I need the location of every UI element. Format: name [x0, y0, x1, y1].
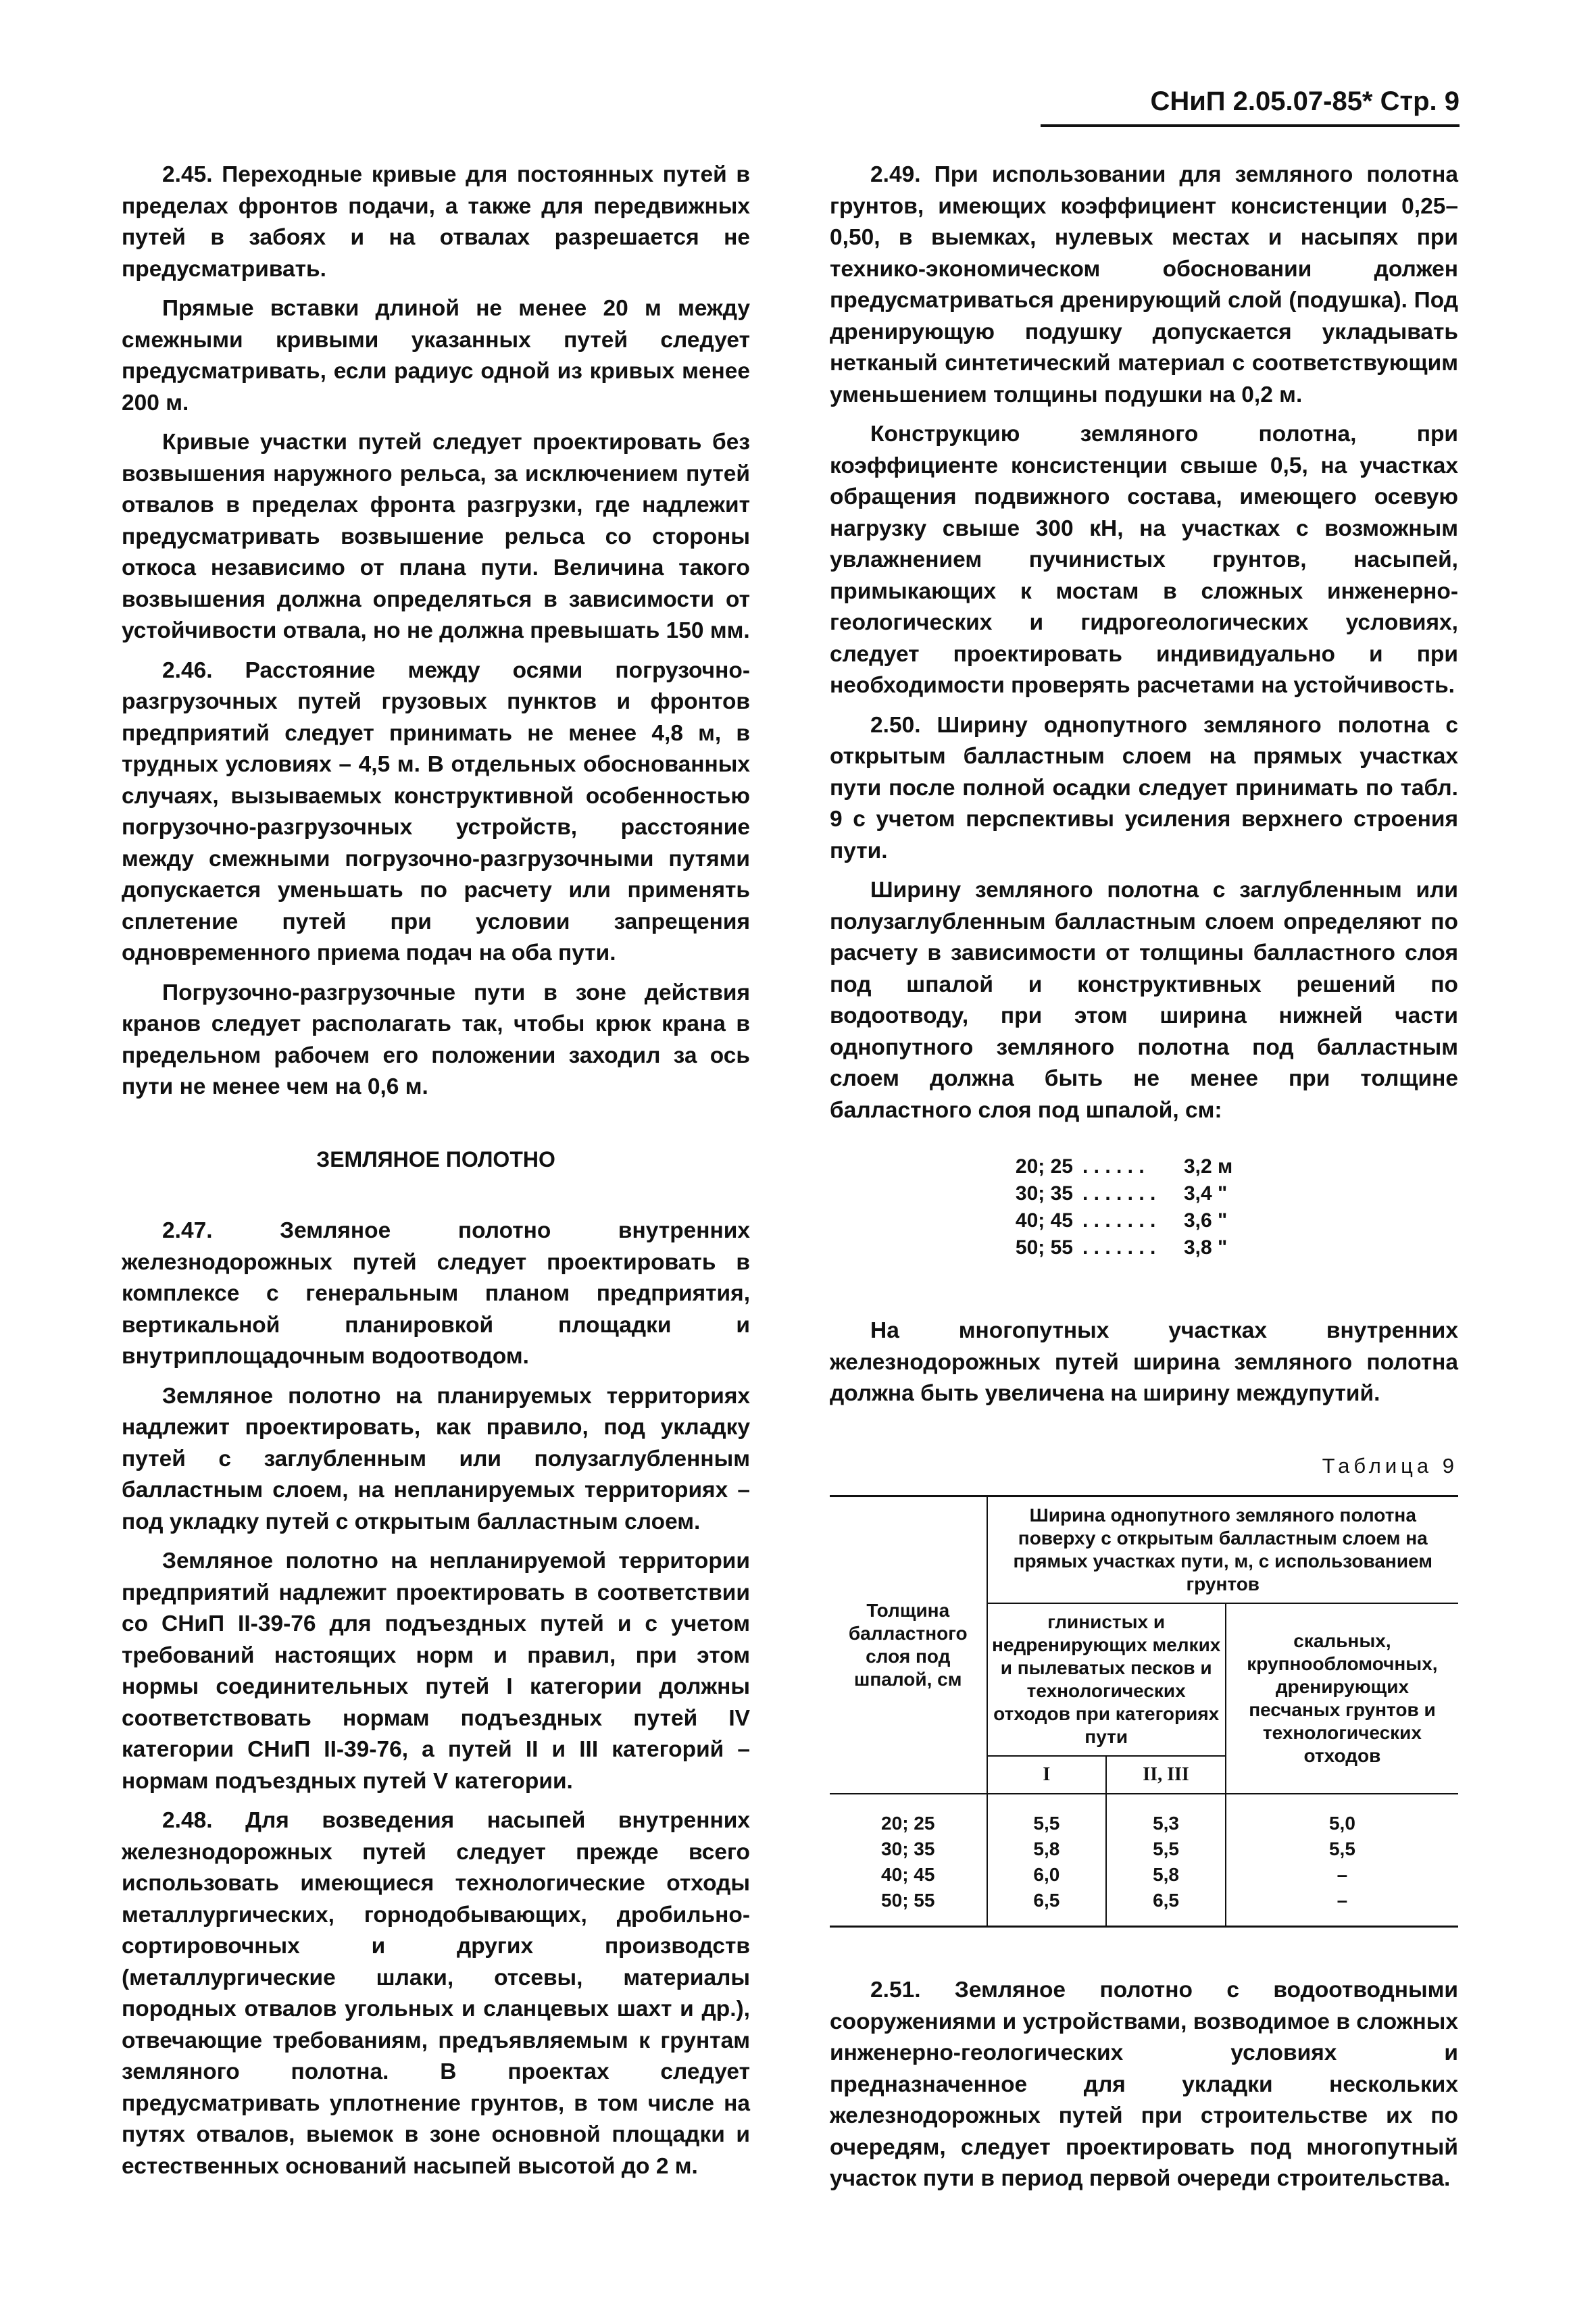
header-width: Ширина однопутного земляного полотна поверху с открытым балластным слоем на прямых участках пути, м, с использованием грунтов	[987, 1496, 1459, 1604]
list-dots: . . . . . . .	[1082, 1209, 1156, 1232]
table-row	[830, 1888, 1458, 1927]
cell-cat1: 5,8	[987, 1836, 1107, 1862]
cell-cat1: 6,5	[987, 1888, 1107, 1927]
page-header: СНиП 2.05.07-85* Стр. 9	[1150, 86, 1460, 116]
cell-thickness: 30; 35	[830, 1836, 987, 1862]
list-item	[999, 1234, 1458, 1261]
para-curved-sections: Кривые участки путей следует проектировать без возвышения наружного рельса, за исключением путей отвалов в пределах фронта разгрузки, где надлежит предусматривать возвышение рельса со стороны откоса независимо от плана пути. Величина такого возвышения должна определяться в зависимости от устойчивости отвала, но не должна превышать 150 мм.	[122, 430, 750, 643]
cell-cat1: 6,0	[987, 1862, 1107, 1888]
para-multitrack: На многопутных участках внутренних железнодорожных путей ширина земляного полотна должна быть увеличена на ширину междупутий.	[830, 1318, 1458, 1406]
para-2-47: 2.47. Земляное полотно внутренних железнодорожных путей следует проектировать в комплексе с генеральным планом предприятия, вертикальной планировкой площадки и внутриплощадочным водоотводом.	[122, 1218, 750, 1369]
left-column	[122, 159, 750, 2190]
right-column	[830, 159, 1458, 2203]
list-key: 20; 25	[1015, 1155, 1073, 1178]
cell-cat23: 5,5	[1106, 1836, 1226, 1862]
list-dots: . . . . . .	[1082, 1155, 1145, 1178]
list-value: 3,8 "	[1184, 1236, 1228, 1259]
para-straight-inserts: Прямые вставки длиной не менее 20 м между смежными кривыми указанных путей следует предусматривать, если радиус одной из кривых менее 200 м.	[122, 296, 750, 416]
list-value: 3,4 "	[1184, 1182, 1228, 1205]
list-dots: . . . . . . .	[1082, 1236, 1156, 1259]
table-row	[830, 1862, 1458, 1888]
para-2-45: 2.45. Переходные кривые для постоянных путей в пределах фронтов подачи, а также для передвижных путей в забоях и на отвалах разрешается не предусматривать.	[122, 162, 750, 282]
para-buried-ballast: Ширину земляного полотна с заглубленным или полузаглубленным балластным слоем определяют по расчету в зависимости от толщины балластного слоя под шпалой и конструктивных решений по водоотводу, при этом ширина нижней части однопутного земляного полотна под балластным слоем должна быть не менее при толщине балластного слоя под шпалой, см:	[830, 878, 1458, 1123]
para-2-50: 2.50. Ширину однопутного земляного полотна с открытым балластным слоем на прямых участках пути после полной осадки следует принимать по табл. 9 с учетом перспективы усиления верхнего строения пути.	[830, 712, 1458, 863]
list-item	[999, 1207, 1458, 1234]
section-title: ЗЕМЛЯНОЕ ПОЛОТНО	[316, 1147, 555, 1172]
cell-thickness: 50; 55	[830, 1888, 987, 1927]
cell-thickness: 20; 25	[830, 1794, 987, 1836]
table-9	[830, 1495, 1458, 1928]
list-value: 3,6 "	[1184, 1209, 1228, 1232]
list-item	[999, 1180, 1458, 1207]
cell-rock: –	[1226, 1862, 1458, 1888]
list-key: 50; 55	[1015, 1236, 1073, 1259]
header-rule	[1041, 124, 1460, 127]
list-item	[999, 1153, 1458, 1180]
header-rock-soils: скальных, крупнообломочных, дренирующих песчаных грунтов и технологических отходов	[1226, 1603, 1458, 1794]
cell-cat23: 5,8	[1106, 1862, 1226, 1888]
para-2-49: 2.49. При использовании для земляного полотна грунтов, имеющих коэффициент консистенции 0,25–0,50, в выемках, нулевых местах и насыпях при технико-экономическом обосновании должен предусматриваться дренирующий слой (подушка). Под дренирующую подушку допускается укладывать нетканый синтетический материал с соответствующим уменьшением толщины подушки на 0,2 м.	[830, 162, 1458, 407]
para-2-46: 2.46. Расстояние между осями погрузочно-разгрузочных путей грузовых пунктов и фронтов предприятий следует принимать не менее 4,8 м, в трудных условиях – 4,5 м. В отдельных обоснованных случаях, вызываемых конструктивной особенностью погрузочно-разгрузочных устройств, расстояние между смежными погрузочно-разгрузочными путями допускается уменьшать по расчету или применять сплетение путей при условии запрещения одновременного приема подач на оба пути.	[122, 657, 750, 965]
cell-thickness: 40; 45	[830, 1862, 987, 1888]
table-row	[830, 1836, 1458, 1862]
para-unplanned-territory: Земляное полотно на непланируемой территории предприятий надлежит проектировать в соответствии со СНиП II-39-76 для подъездных путей и с учетом требований настоящих норм и правил, при этом нормы соединительных путей I категории должны соответствовать нормам подъездных путей IV категории СНиП II-39-76, а путей II и III категорий – нормам подъездных путей V категории.	[122, 1549, 750, 1794]
cell-cat1: 5,5	[987, 1794, 1107, 1836]
header-thickness: Толщина балластного слоя под шпалой, см	[830, 1496, 987, 1794]
table-caption: Таблица 9	[1322, 1453, 1458, 1478]
para-2-51: 2.51. Земляное полотно с водоотводными сооружениями и устройствами, возводимое в сложных инженерно-геологических условиях и предназначенное для укладки нескольких железнодорожных путей при строительстве их по очередям, следует проектировать под многопутный участок пути в период первой очереди строительства.	[830, 1978, 1458, 2191]
cell-rock: 5,5	[1226, 1836, 1458, 1862]
list-dots: . . . . . . .	[1082, 1182, 1156, 1205]
list-key: 30; 35	[1015, 1182, 1073, 1205]
para-2-48: 2.48. Для возведения насыпей внутренних железнодорожных путей следует прежде всего использовать имеющиеся технологические отходы металлургических, горнодобывающих, дробильно-сортировочных и других производств (металлургические шлаки, отсевы, материалы породных отвалов угольных и сланцевых шахт и др.), отвечающие требованиям, предъявляемым к грунтам земляного полотна. В проектах следует предусматривать уплотнение грунтов, в том числе на путях отвалов, выемок в зоне основной площадки и естественных оснований насыпей высотой до 2 м.	[122, 1808, 750, 2179]
para-planned-territories: Земляное полотно на планируемых территориях надлежит проектировать, как правило, под укладку путей с заглубленным или полузаглубленным балластным слоем, на непланируемых территориях – под укладку путей с открытым балластным слоем.	[122, 1383, 750, 1534]
header-category-1: I	[987, 1756, 1107, 1794]
header-category-2-3: II, III	[1106, 1756, 1226, 1794]
para-crane-tracks: Погрузочно-разгрузочные пути в зоне действия кранов следует располагать так, чтобы крюк крана в предельном рабочем его положении заходил за ось пути не менее чем на 0,6 м.	[122, 980, 750, 1099]
cell-rock: –	[1226, 1888, 1458, 1927]
list-key: 40; 45	[1015, 1209, 1073, 1232]
cell-cat23: 6,5	[1106, 1888, 1226, 1927]
cell-cat23: 5,3	[1106, 1794, 1226, 1836]
width-list	[999, 1153, 1458, 1261]
list-value: 3,2 м	[1184, 1155, 1233, 1178]
para-subgrade-design: Конструкцию земляного полотна, при коэффициенте консистенции свыше 0,5, на участках обращения подвижного состава, имеющего осевую нагрузку свыше 300 кН, на участках с возможным увлажнением пучинистых грунтов, насыпей, примыкающих к мостам в сложных инженерно-геологических и гидрогеологических условиях, следует проектировать индивидуально и при необходимости проверять расчетами на устойчивость.	[830, 422, 1458, 698]
header-clay-soils: глинистых и недренирующих мелких и пылеватых песков и технологических отходов при категориях пути	[987, 1603, 1226, 1756]
cell-rock: 5,0	[1226, 1794, 1458, 1836]
table-row	[830, 1794, 1458, 1836]
